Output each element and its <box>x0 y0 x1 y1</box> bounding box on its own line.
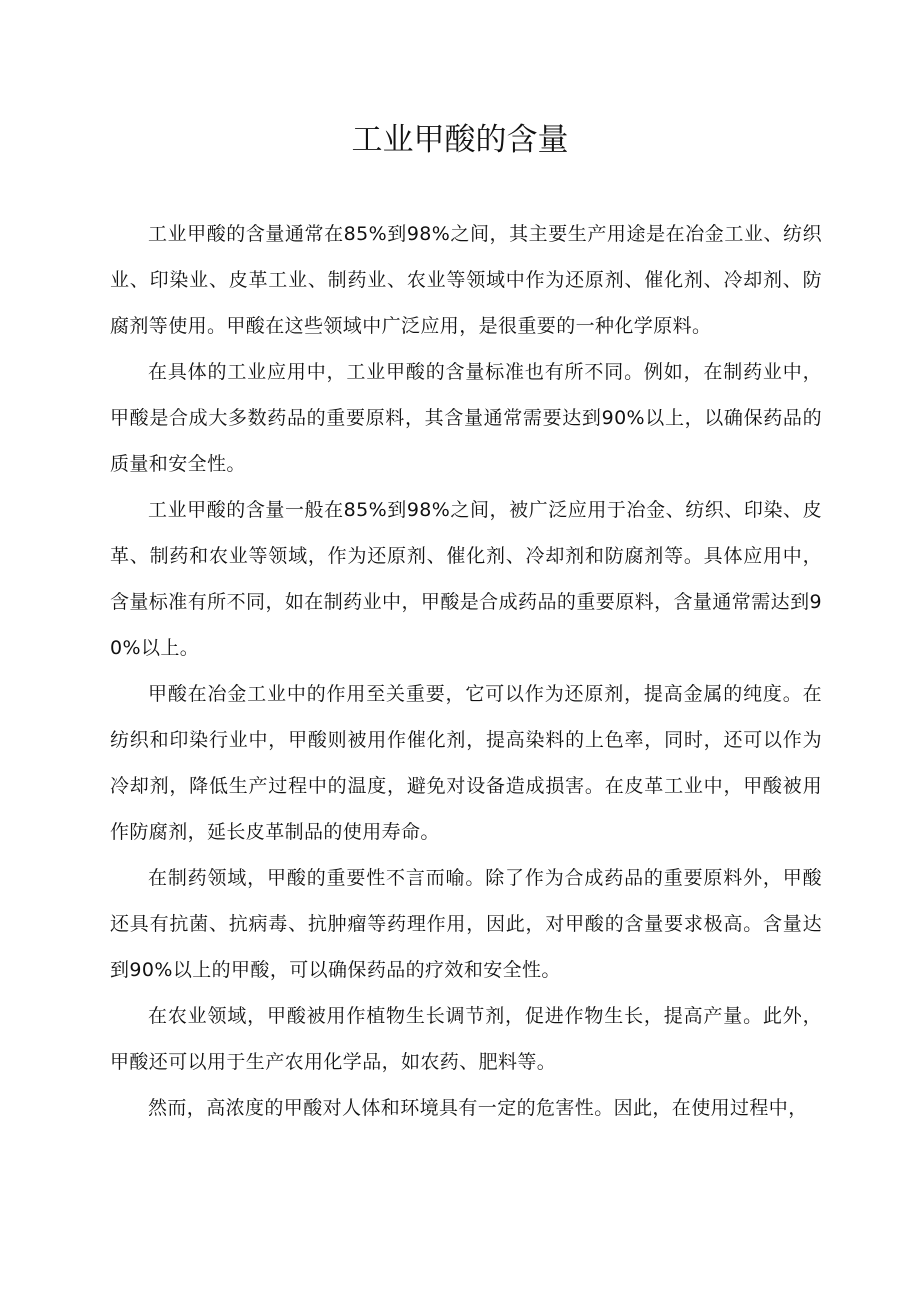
paragraph-1: 工业甲酸的含量通常在85%到98%之间，其主要生产用途是在冶金工业、纺织业、印染业、皮革工业、制药业、农业等领域中作为还原剂、催化剂、冷却剂、防腐剂等使用。甲酸在这些领域中广泛应用，是很重要的一种化学原料。 <box>110 223 822 337</box>
paragraph-3: 工业甲酸的含量一般在85%到98%之间，被广泛应用于冶金、纺织、印染、皮革、制药和农业等领域，作为还原剂、催化剂、冷却剂和防腐剂等。具体应用中，含量标准有所不同，如在制药业中，甲酸是合成药品的重要原料，含量通常需达到90%以上。 <box>110 499 822 659</box>
document-body <box>110 211 822 1131</box>
paragraph-5: 在制药领域，甲酸的重要性不言而喻。除了作为合成药品的重要原料外，甲酸还具有抗菌、抗病毒、抗肿瘤等药理作用，因此，对甲酸的含量要求极高。含量达到90%以上的甲酸，可以确保药品的疗效和安全性。 <box>110 867 822 981</box>
paragraph-2: 在具体的工业应用中，工业甲酸的含量标准也有所不同。例如，在制药业中，甲酸是合成大多数药品的重要原料，其含量通常需要达到90%以上，以确保药品的质量和安全性。 <box>110 361 822 475</box>
paragraph-7: 然而，高浓度的甲酸对人体和环境具有一定的危害性。因此，在使用过程中， <box>148 1097 808 1119</box>
paragraph-4: 甲酸在冶金工业中的作用至关重要，它可以作为还原剂，提高金属的纯度。在纺织和印染行业中，甲酸则被用作催化剂，提高染料的上色率，同时，还可以作为冷却剂，降低生产过程中的温度，避免对设备造成损害。在皮革工业中，甲酸被用作防腐剂，延长皮革制品的使用寿命。 <box>110 683 822 843</box>
paragraph-6: 在农业领域，甲酸被用作植物生长调节剂，促进作物生长，提高产量。此外，甲酸还可以用于生产农用化学品，如农药、肥料等。 <box>110 1005 822 1073</box>
document-title: 工业甲酸的含量 <box>351 122 569 158</box>
